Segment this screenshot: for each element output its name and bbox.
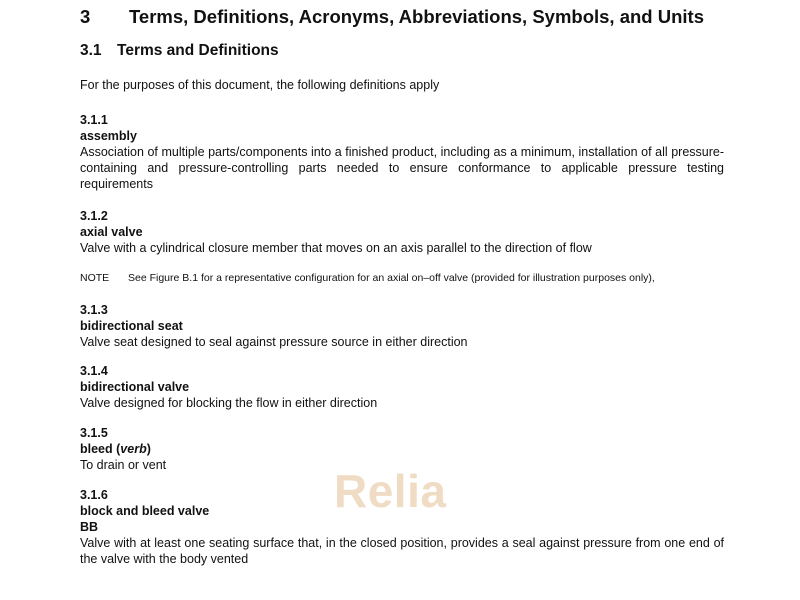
entry-definition: Valve with at least one seating surface that, in the closed position, provides a seal against pressure from one end of the valve with the body vented [80,536,724,566]
entry-definition: Association of multiple parts/components into a finished product, including as a minimum, installation of all pressure-containing and pressure-controlling parts needed to ensure conformance to applicable pressure testing requirements [80,145,724,191]
entry-term: bidirectional valve [80,380,190,394]
entry-term: bidirectional seat [80,319,183,333]
entry-abbreviation: BB [80,520,99,534]
subsection-heading [80,42,279,60]
entry-number: 3.1.4 [80,364,108,378]
entry-definition: Valve seat designed to seal against pressure source in either direction [80,335,468,349]
section-title: Terms, Definitions, Acronyms, Abbreviations, Symbols, and Units [129,6,704,27]
definition-entry [80,363,724,411]
entry-term: block and bleed valve [80,504,210,518]
watermark: Relia [334,465,447,517]
intro-text: For the purposes of this document, the following definitions apply [80,78,440,92]
entry-note [80,272,655,284]
entry-number: 3.1.6 [80,488,108,502]
term-qualifier: verb [120,442,147,456]
entry-definition: Valve with a cylindrical closure member that moves on an axis parallel to the direction of flow [80,241,592,255]
definition-entry [80,112,724,192]
section-heading [80,6,740,28]
note-label: NOTE [80,272,110,284]
definition-entry [80,208,724,256]
term-text: bleed [80,442,113,456]
definition-entry [80,302,724,350]
entry-number: 3.1.3 [80,303,108,317]
entry-definition: Valve designed for blocking the flow in either direction [80,396,378,410]
subsection-number: 3.1 [80,42,102,59]
entry-definition: To drain or vent [80,458,167,472]
entry-number: 3.1.2 [80,209,108,223]
entry-number: 3.1.5 [80,426,108,440]
entry-term: axial valve [80,225,143,239]
entry-term: bleed (verb) [80,442,151,456]
note-text: See Figure B.1 for a representative configuration for an axial on–off valve (provided for illustration purposes only), [128,272,655,284]
section-number: 3 [80,6,91,27]
entry-number: 3.1.1 [80,113,108,127]
entry-term: assembly [80,129,137,143]
subsection-title: Terms and Definitions [117,42,279,59]
